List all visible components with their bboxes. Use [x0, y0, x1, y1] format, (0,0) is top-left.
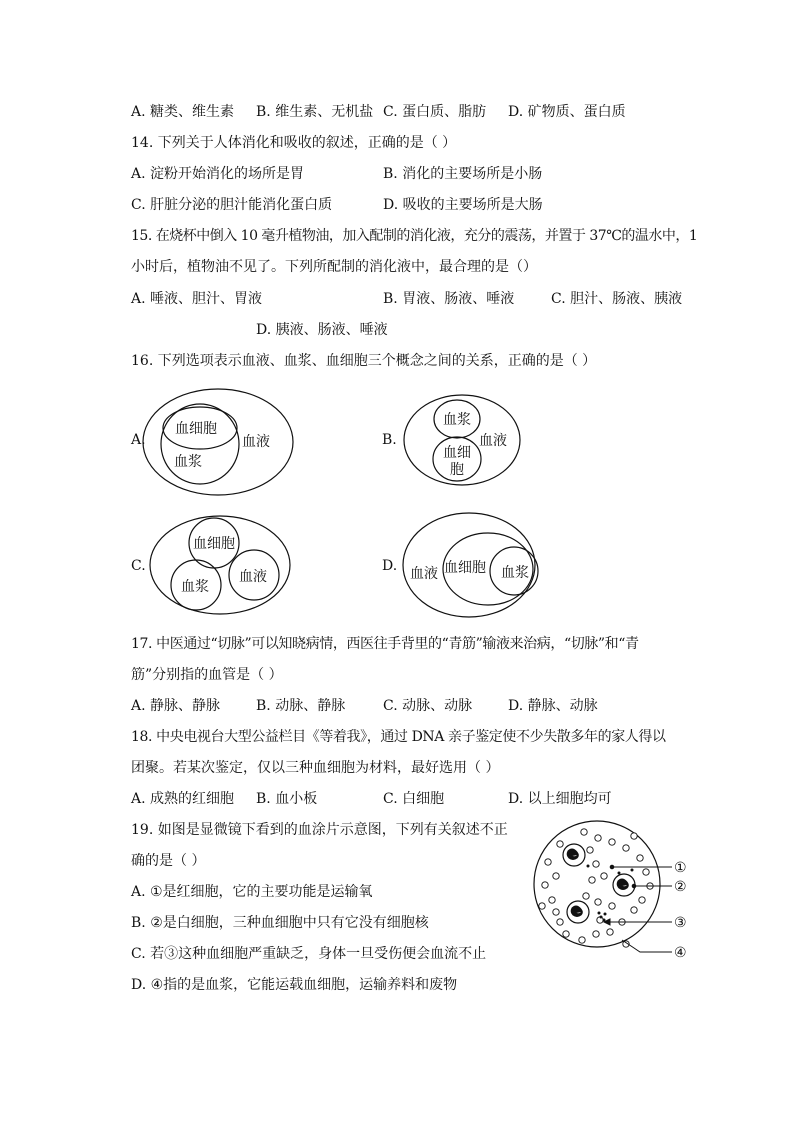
smear-leader-lines: [604, 865, 672, 952]
platelet: [631, 869, 634, 872]
venn-c-circle-cells: [189, 518, 239, 568]
venn-d-inner-plasma: [490, 547, 538, 595]
q19-stem-line2: 确的是（ ）: [131, 853, 206, 869]
venn-d-middle-cells: [443, 533, 533, 605]
red-blood-cell: [563, 931, 569, 937]
venn-b-inner-cells: [433, 437, 481, 481]
venn-b-label-plasma: 血浆: [443, 412, 471, 428]
red-blood-cell: [557, 919, 563, 925]
q14-stem: 14. 下列关于人体消化和吸收的叙述，正确的是（ ）: [131, 135, 457, 151]
red-blood-cells: [539, 829, 653, 947]
q17-option-b: B. 动脉、静脉: [256, 698, 346, 714]
red-blood-cell: [647, 883, 653, 889]
platelet: [600, 916, 603, 919]
q16-letter-b: B.: [382, 432, 397, 448]
red-blood-cell: [609, 839, 615, 845]
red-blood-cell: [631, 833, 637, 839]
q17-stem-line1: 17. 中医通过“切脉”可以知晓病情，西医往手背里的“青筋”输液来治病，“切脉”和“青: [131, 636, 639, 652]
venn-c: [150, 516, 290, 614]
venn-c-outer: [150, 516, 290, 614]
red-blood-cell: [593, 861, 599, 867]
venn-b-inner-plasma: [434, 400, 480, 438]
venn-a-inner-cells: [163, 407, 237, 449]
venn-d-label-cells: 血细胞: [444, 560, 486, 576]
venn-b: [404, 395, 520, 485]
q13-option-b: B. 维生素、无机盐: [256, 104, 374, 120]
platelet: [603, 919, 606, 922]
red-blood-cell: [619, 919, 625, 925]
red-blood-cell: [601, 873, 607, 879]
q16-letter-d: D.: [382, 558, 398, 574]
q19-option-a: A. ①是红细胞，它的主要功能是运输氧: [131, 884, 373, 900]
red-blood-cell: [609, 903, 615, 909]
marker-3: ③: [674, 915, 687, 931]
red-blood-cell: [587, 847, 593, 853]
venn-c-circle-blood: [229, 550, 279, 600]
q19-option-c: C. 若③这种血细胞严重缺乏，身体一旦受伤便会血流不止: [131, 946, 487, 962]
marker-1: ①: [674, 860, 687, 876]
marker-2: ②: [674, 879, 687, 895]
q14-option-a: A. 淀粉开始消化的场所是胃: [131, 166, 305, 182]
venn-a-outer-blood: [143, 389, 293, 495]
venn-a: [143, 389, 293, 495]
red-blood-cell: [579, 937, 585, 943]
q18-stem-line2: 团聚。若某次鉴定，仅以三种血细胞为材料，最好选用（ ）: [131, 760, 500, 776]
q19-option-d: D. ④指的是血浆，它能运载血细胞，运输养料和废物: [131, 977, 458, 993]
red-blood-cell: [593, 931, 599, 937]
q13-option-d: D. 矿物质、蛋白质: [508, 104, 626, 120]
q15-option-a: A. 唾液、胆汁、胃液: [131, 291, 263, 307]
venn-d-label-plasma: 血浆: [501, 565, 529, 581]
q17-option-d: D. 静脉、动脉: [508, 698, 598, 714]
q18-option-c: C. 白细胞: [383, 791, 445, 807]
q16-stem: 16. 下列选项表示血液、血浆、血细胞三个概念之间的关系，正确的是（ ）: [131, 353, 597, 369]
q19-stem-line1: 19. 如图是显微镜下看到的血涂片示意图，下列有关叙述不正: [131, 822, 508, 838]
red-blood-cell: [639, 897, 645, 903]
q14-option-c: C. 肝脏分泌的胆汁能消化蛋白质: [131, 197, 333, 213]
red-blood-cell: [607, 929, 613, 935]
q15-stem-line2: 小时后，植物油不见了。下列所配制的消化液中，最合理的是（）: [131, 259, 537, 275]
red-blood-cell: [643, 869, 649, 875]
red-blood-cell: [631, 907, 637, 913]
red-blood-cell: [623, 845, 629, 851]
red-blood-cell: [589, 877, 595, 883]
q18-option-b: B. 血小板: [256, 791, 318, 807]
white-blood-cell: [567, 901, 589, 923]
platelet: [604, 913, 607, 916]
red-blood-cell: [539, 903, 545, 909]
q15-option-d: D. 胰液、肠液、唾液: [256, 322, 388, 338]
venn-a-label-blood: 血液: [242, 434, 270, 450]
q18-option-a: A. 成熟的红细胞: [131, 791, 235, 807]
q15-stem-line1: 15. 在烧杯中倒入 10 毫升植物油，加入配制的消化液，充分的震荡，并置于 37℃的温水中，1: [131, 228, 698, 244]
q16-letter-a: A.: [131, 432, 146, 448]
red-blood-cell: [581, 829, 587, 835]
platelet: [618, 872, 621, 875]
red-blood-cell: [595, 899, 601, 905]
platelet: [587, 865, 590, 868]
venn-d-outer-blood: [403, 513, 535, 617]
platelets: [587, 865, 634, 922]
venn-b-label-cells-1: 血细: [443, 445, 471, 461]
venn-b-label-blood: 血液: [479, 433, 507, 449]
venn-b-label-cells-2: 胞: [450, 462, 464, 478]
venn-a-label-plasma: 血浆: [174, 454, 202, 470]
red-blood-cell: [549, 897, 555, 903]
q17-option-c: C. 动脉、动脉: [383, 698, 473, 714]
platelet: [598, 912, 601, 915]
q17-stem-line2: 筋”分别指的血管是（ ）: [131, 667, 283, 683]
red-blood-cell: [553, 909, 559, 915]
q17-option-a: A. 静脉、静脉: [131, 698, 221, 714]
red-blood-cell: [553, 873, 559, 879]
red-blood-cell: [545, 859, 551, 865]
q15-option-c: C. 胆汁、肠液、胰液: [551, 291, 683, 307]
q13-option-a: A. 糖类、维生素: [131, 104, 235, 120]
red-blood-cell: [542, 882, 548, 888]
q13-option-c: C. 蛋白质、脂肪: [383, 104, 487, 120]
venn-c-circle-plasma: [171, 560, 221, 610]
red-blood-cell: [595, 835, 601, 841]
red-blood-cell: [583, 893, 589, 899]
q15-option-b: B. 胃液、肠液、唾液: [383, 291, 515, 307]
q19-option-b: B. ②是白细胞，三种血细胞中只有它没有细胞核: [131, 915, 429, 931]
red-blood-cell: [623, 941, 629, 947]
venn-a-label-cells: 血细胞: [175, 421, 217, 437]
white-blood-cell: [563, 844, 585, 866]
venn-d: [403, 513, 538, 617]
venn-c-label-plasma: 血浆: [181, 579, 209, 595]
q14-option-b: B. 消化的主要场所是小肠: [383, 166, 543, 182]
white-blood-cell: [613, 874, 635, 896]
red-blood-cell: [557, 841, 563, 847]
q14-option-d: D. 吸收的主要场所是大肠: [383, 197, 543, 213]
venn-b-outer-blood: [404, 395, 520, 485]
q16-letter-c: C.: [131, 558, 146, 574]
red-blood-cell: [597, 917, 603, 923]
smear-field-circle: [534, 821, 660, 947]
venn-d-label-blood: 血液: [410, 566, 438, 582]
q18-stem-line1: 18. 中央电视台大型公益栏目《等着我》，通过 DNA 亲子鉴定使不少失散多年的家人得以: [131, 729, 666, 745]
venn-c-label-cells: 血细胞: [193, 536, 235, 552]
venn-c-label-blood: 血液: [239, 569, 267, 585]
q18-option-d: D. 以上细胞均可: [508, 791, 612, 807]
venn-a-inner-plasma: [161, 404, 239, 484]
marker-4: ④: [674, 945, 687, 961]
red-blood-cell: [637, 855, 643, 861]
